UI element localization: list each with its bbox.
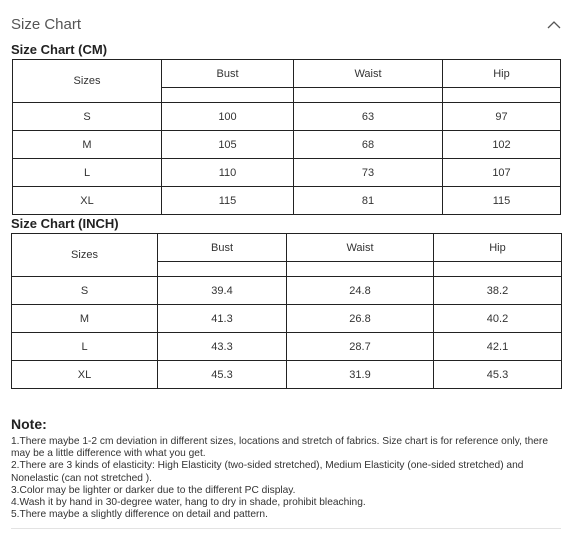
waist-cell: 73 [294,159,443,187]
size-cell: S [12,277,158,305]
waist-cell: 63 [294,103,443,131]
header-cell: Bust [158,234,287,262]
bust-cell: 110 [162,159,294,187]
header-cell: Waist [294,60,443,88]
table-row [12,333,562,361]
table-row [13,103,561,131]
hip-cell: 42.1 [434,333,562,361]
header-cell: Sizes [12,234,158,277]
size-table-cm [12,59,561,215]
size-cell: L [12,333,158,361]
hip-cell: 40.2 [434,305,562,333]
note-title: Note: [11,416,47,432]
size-cell: XL [12,361,158,389]
note-item: 4.Wash it by hand in 30-degree water, hang to dry in shade, prohibit bleaching. [11,497,366,509]
table-row [13,131,561,159]
size-table-inch [11,233,562,389]
hip-cell: 97 [443,103,561,131]
header-cell: Bust [162,60,294,88]
header-cell: Sizes [13,60,162,103]
note-list [11,436,563,521]
bust-cell: 45.3 [158,361,287,389]
header-cell: Waist [287,234,434,262]
hip-cell: 45.3 [434,361,562,389]
size-cell: S [13,103,162,131]
table-row [13,159,561,187]
hip-cell: 115 [443,187,561,215]
waist-cell: 68 [294,131,443,159]
bust-cell: 105 [162,131,294,159]
note-item: 3.Color may be lighter or darker due to the different PC display. [11,484,296,496]
chevron-up-icon[interactable] [547,18,561,32]
empty-cell [287,262,434,277]
empty-cell [162,88,294,103]
hip-cell: 102 [443,131,561,159]
bust-cell: 41.3 [158,305,287,333]
cm-chart-title: Size Chart (CM) [11,42,108,57]
size-cell: XL [13,187,162,215]
empty-cell [434,262,562,277]
header-cell: Hip [434,234,562,262]
header-cell: Hip [443,60,561,88]
table-row [12,277,562,305]
bust-cell: 43.3 [158,333,287,361]
empty-cell [294,88,443,103]
inch-chart-title: Size Chart (INCH) [11,216,119,231]
size-chart-accordion-header[interactable] [11,14,563,36]
table-row [12,361,562,389]
size-cell: M [12,305,158,333]
waist-cell: 31.9 [287,361,434,389]
hip-cell: 38.2 [434,277,562,305]
bust-cell: 115 [162,187,294,215]
note-item: 5.There maybe a slightly difference on detail and pattern. [11,509,268,521]
size-cell: M [13,131,162,159]
waist-cell: 24.8 [287,277,434,305]
accordion-title: Size Chart [11,16,82,33]
waist-cell: 81 [294,187,443,215]
empty-cell [158,262,287,277]
note-item: 2.There are 3 kinds of elasticity: High Elasticity (two-sided stretched), Medium Elasticity (one-sided stretched) and Nonelastic (can not stretched ). [11,460,524,484]
hip-cell: 107 [443,159,561,187]
divider [11,528,561,529]
waist-cell: 26.8 [287,305,434,333]
waist-cell: 28.7 [287,333,434,361]
bust-cell: 39.4 [158,277,287,305]
bust-cell: 100 [162,103,294,131]
empty-cell [443,88,561,103]
note-item: 1.There maybe 1-2 cm deviation in different sizes, locations and stretch of fabrics. Size chart is for reference only, there may be a little difference with what you get. [11,436,548,460]
table-row [12,305,562,333]
size-cell: L [13,159,162,187]
table-row [13,187,561,215]
